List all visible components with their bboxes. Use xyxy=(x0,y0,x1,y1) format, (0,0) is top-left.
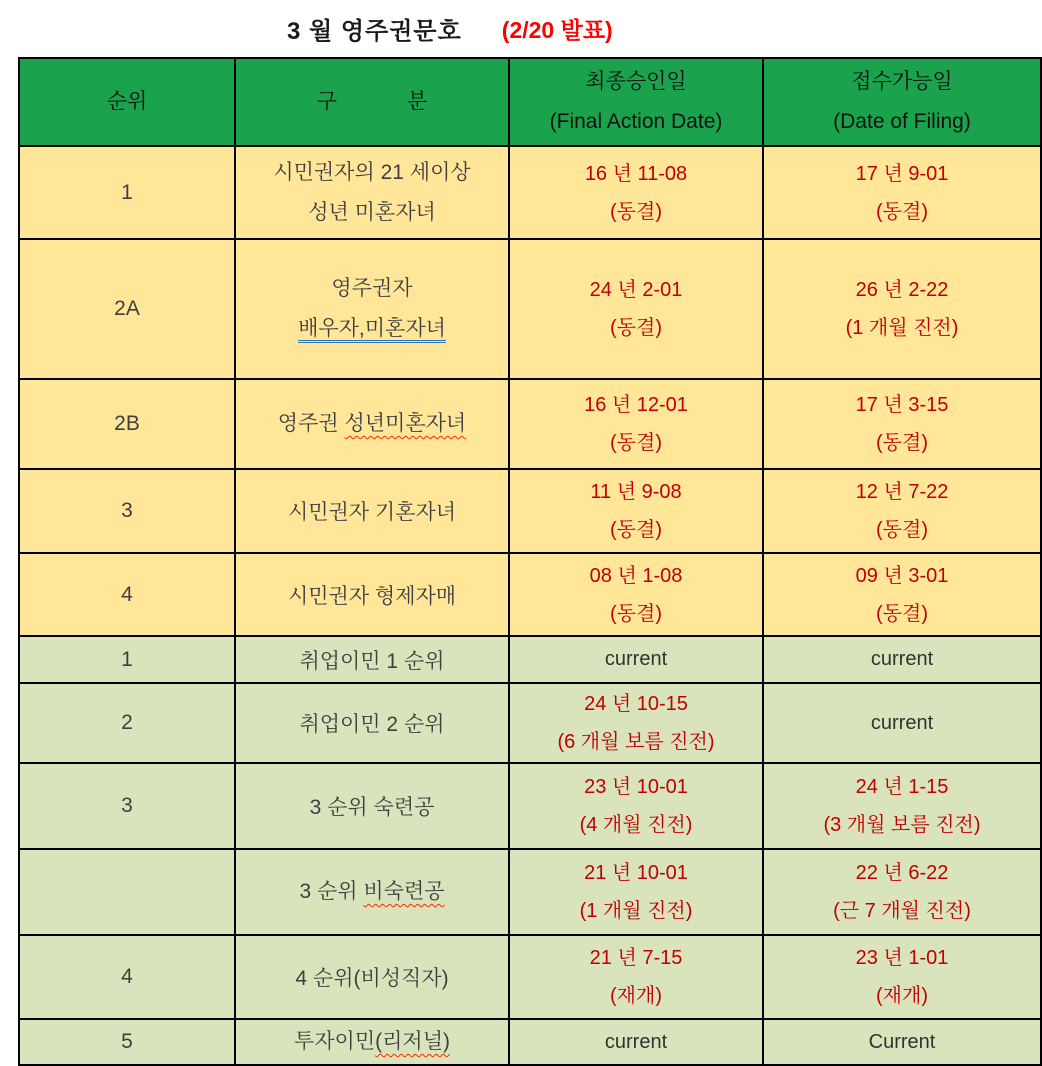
category-text: 3 순위 xyxy=(299,880,364,904)
category-text-spellcheck-underline: (리저널) xyxy=(375,1030,450,1054)
table-row-f3 xyxy=(19,469,1041,553)
date-status: (동결) xyxy=(610,519,662,541)
date-status: (6 개월 보름 진전) xyxy=(557,731,715,753)
rank-cell: 3 xyxy=(19,469,235,553)
date-value: 17 년 9-01 xyxy=(855,162,949,185)
filing-cell xyxy=(763,146,1041,239)
date-value: 23 년 1-01 xyxy=(855,947,949,969)
category-cell xyxy=(235,146,509,239)
table-row-f1 xyxy=(19,146,1041,239)
date-value: 08 년 1-08 xyxy=(589,564,683,587)
date-value: 21 년 10-01 xyxy=(584,862,688,884)
rank-cell: 1 xyxy=(19,636,235,683)
date-value: 12 년 7-22 xyxy=(855,481,949,503)
category-line: 성년 미혼자녀 xyxy=(308,200,436,224)
filing-cell: Current xyxy=(763,1019,1041,1065)
date-status: (동결) xyxy=(610,602,662,625)
table-row-eb2 xyxy=(19,683,1041,763)
date-status: (동결) xyxy=(876,200,928,223)
final-action-cell xyxy=(509,849,763,935)
final-action-cell xyxy=(509,935,763,1019)
category-cell xyxy=(235,1019,509,1065)
date-status: (동결) xyxy=(610,432,662,454)
table-row-f4 xyxy=(19,553,1041,636)
date-value: 24 년 2-01 xyxy=(589,279,683,301)
date-status: (4 개월 진전) xyxy=(579,814,693,836)
header-filing-english: (Date of Filing) xyxy=(833,110,971,133)
category-text-spellcheck-underline: 비숙련공 xyxy=(363,880,445,904)
header-final-english: (Final Action Date) xyxy=(549,110,723,133)
rank-cell xyxy=(19,849,235,935)
table-row-f2a xyxy=(19,239,1041,379)
date-status: (근 7 개월 진전) xyxy=(833,900,971,922)
date-status: (재개) xyxy=(610,985,662,1007)
category-cell: 취업이민 1 순위 xyxy=(235,636,509,683)
date-status: (동결) xyxy=(610,200,662,223)
header-row xyxy=(19,58,1041,146)
filing-cell xyxy=(763,239,1041,379)
final-action-cell xyxy=(509,683,763,763)
visa-bulletin-table xyxy=(18,57,1042,1066)
final-action-cell: current xyxy=(509,636,763,683)
date-status: (동결) xyxy=(876,602,928,625)
header-final-action xyxy=(509,58,763,146)
header-final-korean: 최종승인일 xyxy=(585,70,687,94)
header-rank: 순위 xyxy=(19,58,235,146)
final-action-cell: current xyxy=(509,1019,763,1065)
category-cell: 시민권자 기혼자녀 xyxy=(235,469,509,553)
title-month: 3 월 영주권문호 xyxy=(287,18,462,45)
final-action-cell xyxy=(509,146,763,239)
category-line: 영주권자 xyxy=(331,277,413,301)
filing-cell xyxy=(763,935,1041,1019)
date-value: 23 년 10-01 xyxy=(584,776,688,798)
date-value: 21 년 7-15 xyxy=(589,947,683,969)
date-value: 17 년 3-15 xyxy=(855,394,949,416)
date-value: 11 년 9-08 xyxy=(590,481,682,503)
category-text-spellcheck-underline: 성년미혼자녀 xyxy=(344,412,467,436)
date-status: (재개) xyxy=(876,985,928,1007)
category-line-grammar-underline: 배우자,미혼자녀 xyxy=(298,317,446,340)
filing-cell xyxy=(763,553,1041,636)
date-value: 26 년 2-22 xyxy=(855,279,949,301)
rank-cell: 5 xyxy=(19,1019,235,1065)
date-value: 16 년 12-01 xyxy=(584,394,688,416)
date-value: 22 년 6-22 xyxy=(855,862,949,884)
category-cell: 3 순위 숙련공 xyxy=(235,763,509,849)
filing-cell xyxy=(763,849,1041,935)
date-value: 09 년 3-01 xyxy=(855,564,949,587)
category-cell: 4 순위(비성직자) xyxy=(235,935,509,1019)
date-status: (동결) xyxy=(876,432,928,454)
category-cell xyxy=(235,239,509,379)
table-row-eb1 xyxy=(19,636,1041,683)
filing-cell: current xyxy=(763,683,1041,763)
filing-cell xyxy=(763,763,1041,849)
rank-cell: 1 xyxy=(19,146,235,239)
filing-cell: current xyxy=(763,636,1041,683)
table-row-eb5 xyxy=(19,1019,1041,1065)
rank-cell: 4 xyxy=(19,935,235,1019)
title-announce-date: (2/20 발표) xyxy=(501,17,613,43)
final-action-cell xyxy=(509,469,763,553)
rank-cell: 2A xyxy=(19,239,235,379)
rank-cell: 2 xyxy=(19,683,235,763)
final-action-cell xyxy=(509,763,763,849)
category-text: 영주권 xyxy=(277,412,345,436)
rank-cell: 2B xyxy=(19,379,235,469)
table-row-f2b xyxy=(19,379,1041,469)
date-status: (동결) xyxy=(876,519,928,541)
category-cell xyxy=(235,379,509,469)
final-action-cell xyxy=(509,553,763,636)
rank-cell: 4 xyxy=(19,553,235,636)
header-date-of-filing xyxy=(763,58,1041,146)
filing-cell xyxy=(763,469,1041,553)
table-row-eb3-skilled xyxy=(19,763,1041,849)
filing-cell xyxy=(763,379,1041,469)
final-action-cell xyxy=(509,239,763,379)
date-status: (동결) xyxy=(610,317,662,339)
date-status: (1 개월 진전) xyxy=(845,317,959,339)
date-value: 24 년 1-15 xyxy=(855,776,949,798)
final-action-cell xyxy=(509,379,763,469)
date-value: 16 년 11-08 xyxy=(584,162,688,185)
category-cell: 취업이민 2 순위 xyxy=(235,683,509,763)
date-status: (1 개월 진전) xyxy=(579,900,693,922)
page-title xyxy=(0,0,1042,57)
category-cell xyxy=(235,849,509,935)
header-category: 구 분 xyxy=(235,58,509,146)
category-cell: 시민권자 형제자매 xyxy=(235,553,509,636)
date-status: (3 개월 보름 진전) xyxy=(823,814,981,836)
table-row-eb3-unskilled xyxy=(19,849,1041,935)
header-filing-korean: 접수가능일 xyxy=(851,70,953,94)
category-text: 투자이민 xyxy=(293,1030,376,1054)
table-row-eb4 xyxy=(19,935,1041,1019)
rank-cell: 3 xyxy=(19,763,235,849)
date-value: 24 년 10-15 xyxy=(584,693,688,715)
category-line: 시민권자의 21 세이상 xyxy=(273,160,471,184)
